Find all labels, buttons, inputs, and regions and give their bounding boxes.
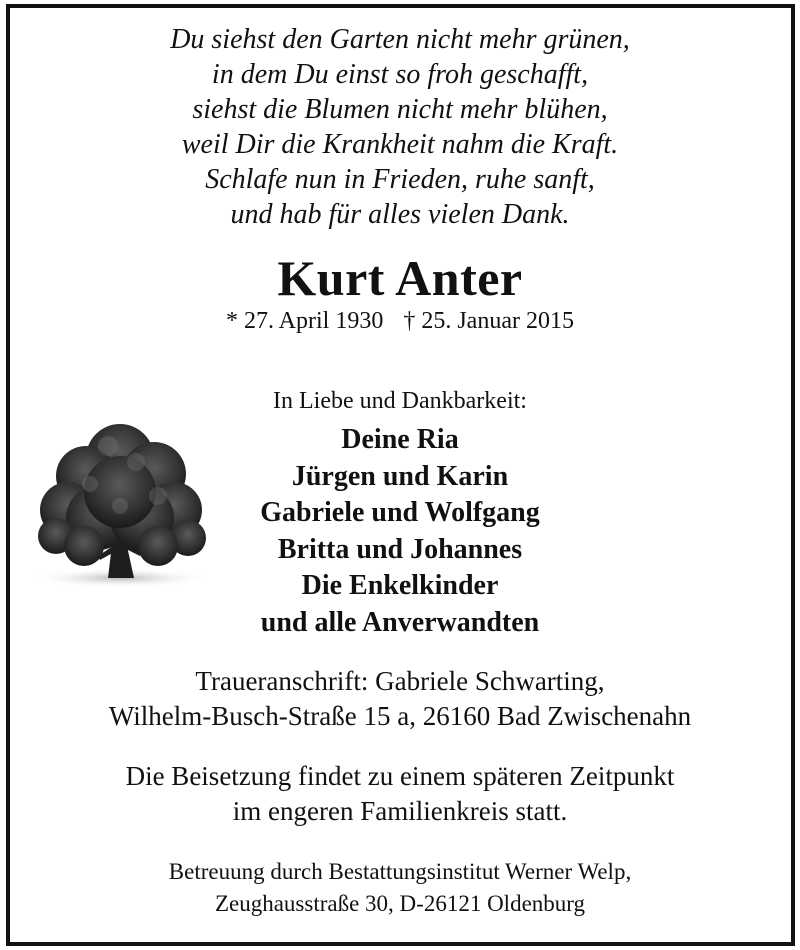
undertaker-info (0, 856, 800, 920)
address-line: Wilhelm-Busch-Straße 15 a, 26160 Bad Zwischenahn (108, 701, 692, 731)
birth-date: * 27. April 1930 (226, 308, 384, 334)
undertaker-line: Betreuung durch Bestattungsinstitut Werner Welp, (168, 859, 632, 884)
poem-line: weil Dir die Krankheit nahm die Kraft. (181, 129, 619, 160)
mourner-name: Gabriele und Wolfgang (260, 497, 540, 528)
mourner-name: Jürgen und Karin (291, 460, 509, 492)
poem-line: siehst die Blumen nicht mehr blühen, (192, 94, 608, 125)
death-date: † 25. Januar 2015 (403, 308, 574, 334)
poem-line: Schlafe nun in Frieden, ruhe sanft, (205, 164, 595, 195)
mourning-address (0, 664, 800, 734)
deceased-name: Kurt Anter (277, 250, 523, 306)
burial-notice (0, 759, 800, 829)
undertaker-line: Zeughausstraße 30, D-26121 Oldenburg (214, 891, 586, 916)
mourner-name: Deine Ria (341, 424, 459, 455)
mourner-name: Die Enkelkinder (301, 570, 499, 601)
mourners-list (0, 422, 800, 641)
mourners-intro: In Liebe und Dankbarkeit: (273, 388, 527, 414)
address-line: Traueranschrift: Gabriele Schwarting, (195, 666, 605, 696)
mourner-name: und alle Anverwandten (260, 606, 540, 638)
poem-line: Du siehst den Garten nicht mehr grünen, (170, 24, 630, 55)
memorial-poem (0, 22, 800, 232)
life-dates (0, 306, 800, 336)
mourner-name: Britta und Johannes (277, 533, 523, 565)
poem-line: und hab für alles vielen Dank. (230, 199, 570, 230)
burial-line: Die Beisetzung findet zu einem späteren Zeitpunkt (125, 761, 675, 791)
burial-line: im engeren Familienkreis statt. (232, 796, 568, 826)
poem-line: in dem Du einst so froh geschafft, (211, 59, 589, 90)
